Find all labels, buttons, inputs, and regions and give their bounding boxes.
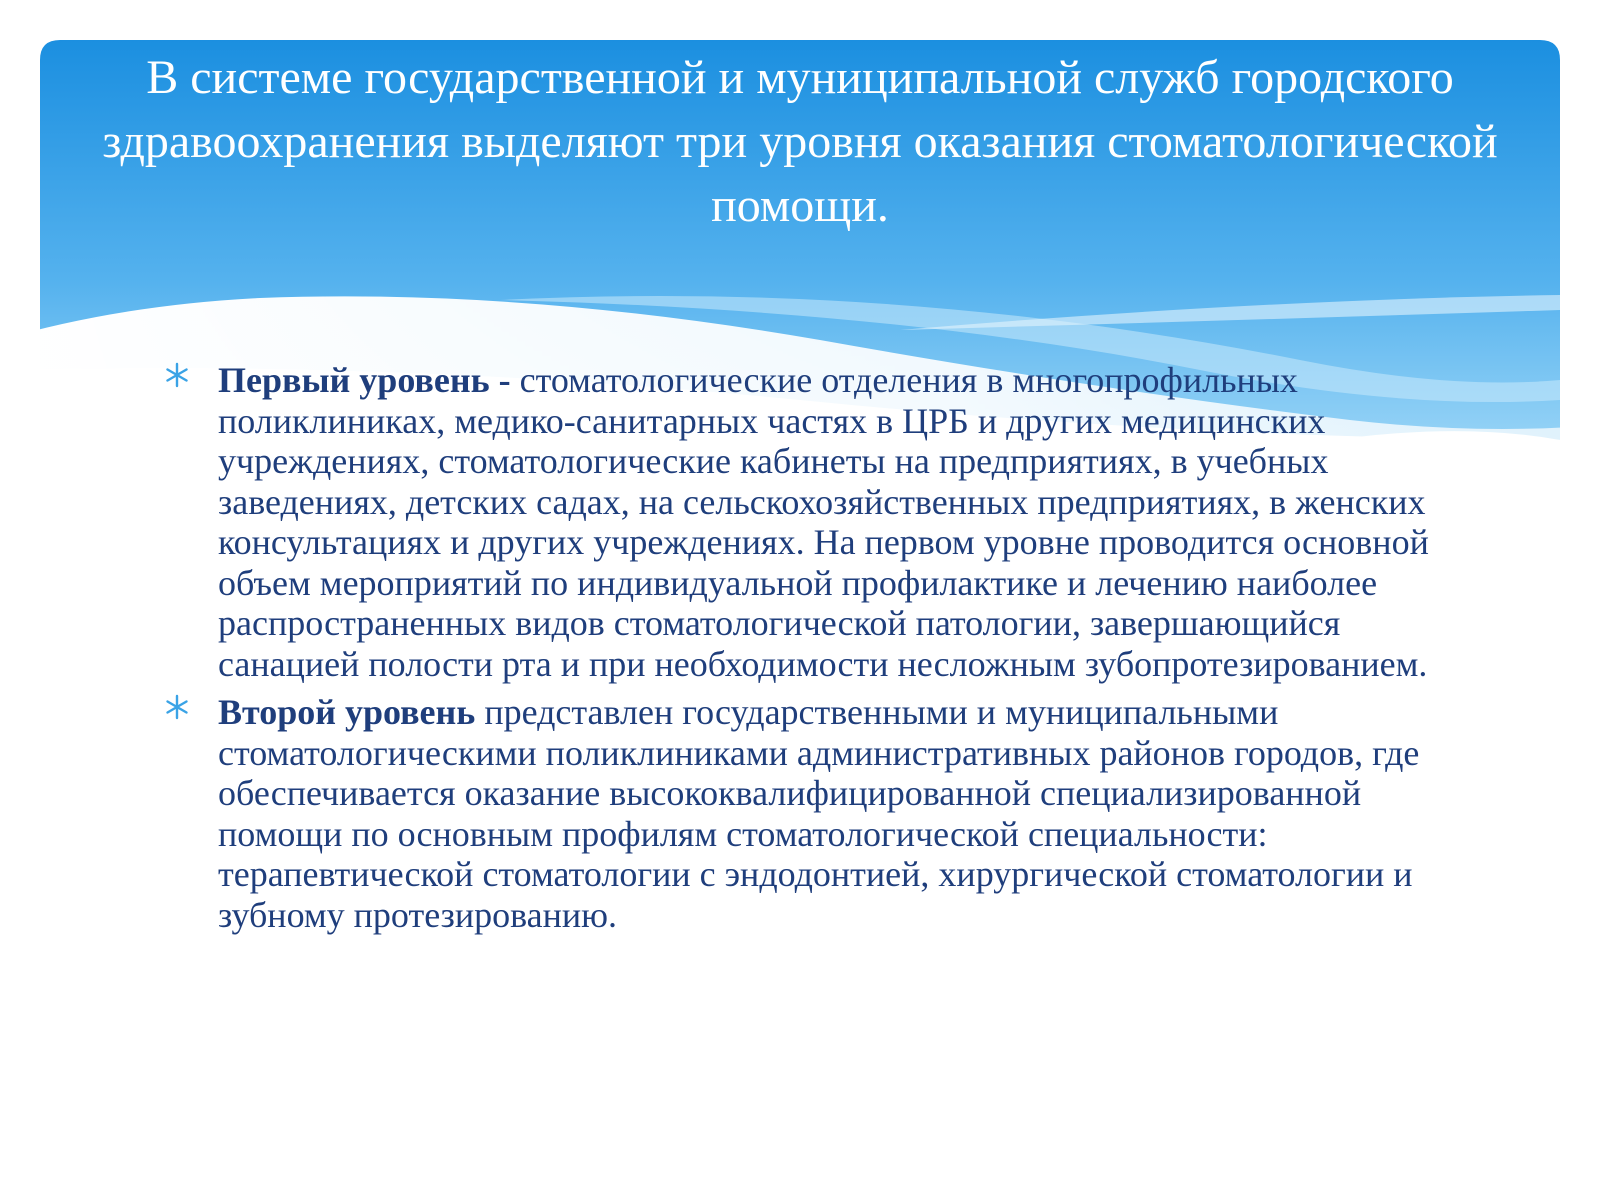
bullet-item-first-level [160, 360, 1430, 684]
bullet-text: стоматологические отделения в многопрофильных поликлиниках, медико-санитарных частях в ЦРБ и других медицинских учреждениях, стоматологические кабинеты на предприятиях, в учебных заведениях, детских садах, на сельскохозяйственных предприятиях, в женских консультациях и других учреждениях. На первом уровне проводится основной объем мероприятий по индивидуальной профилактике и лечению наиболее распространенных видов стоматологической патологии, завершающийся санацией полости рта и при необходимости несложным зубопротезированием. [218, 360, 1429, 684]
asterisk-icon [164, 694, 190, 720]
bullet-item-second-level [160, 692, 1430, 935]
bullet-term: Второй уровень [218, 692, 476, 732]
bullet-term: Первый уровень - [218, 360, 511, 400]
slide-title: В системе государственной и муниципальной служб городского здравоохранения выделяют три уровня оказания стоматологической помощи. [102, 51, 1498, 232]
bullet-text: представлен государственными и муниципальными стоматологическими поликлиниками административных районов городов, где обеспечивается оказание высококвалифицированной специализированной помощи по основным профилям стоматологической специальности: терапевтической стоматологии с эндодонтией, хирургической стоматологии и зубному протезированию. [218, 692, 1420, 935]
bullet-list [160, 360, 1430, 943]
asterisk-icon [164, 362, 190, 388]
